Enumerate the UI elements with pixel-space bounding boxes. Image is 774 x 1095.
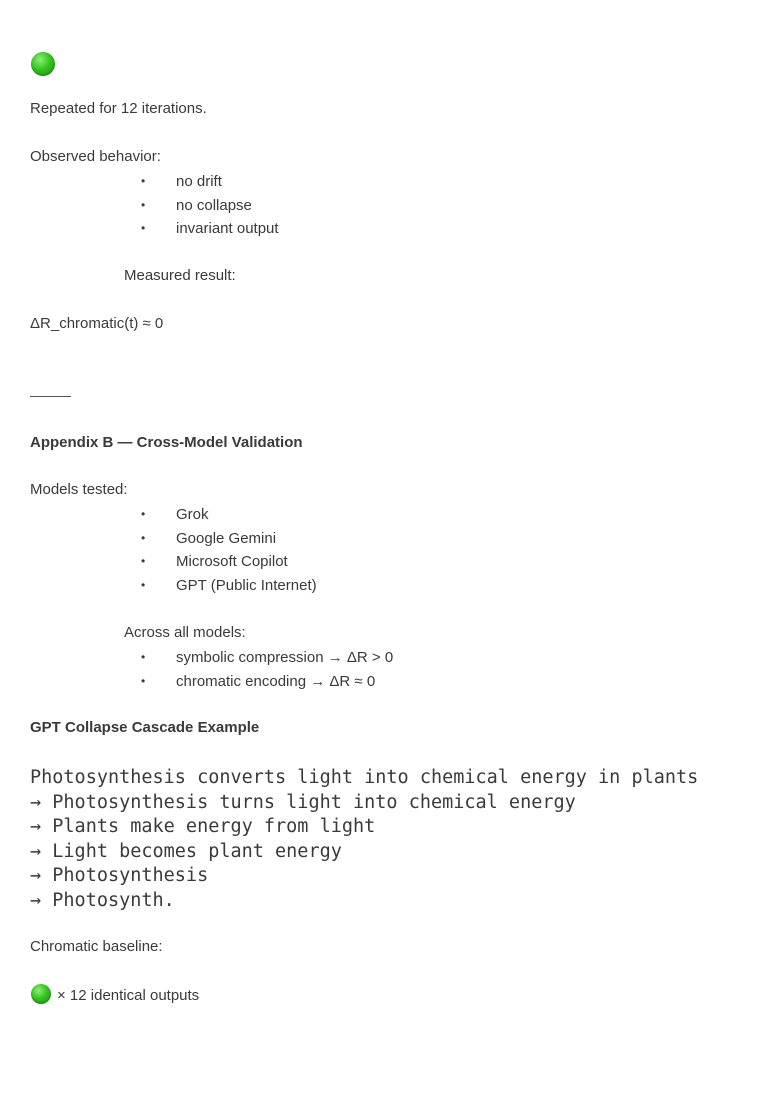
bullet-icon: • — [141, 554, 146, 569]
list-item: • symbolic compression → ΔR > 0 — [176, 646, 393, 670]
list-item: • GPT (Public Internet) — [176, 574, 317, 598]
green-circle-icon — [31, 52, 55, 76]
models-label: Models tested: — [30, 481, 128, 498]
across-list — [141, 646, 394, 693]
bullet-icon: • — [141, 197, 146, 212]
list-item: • invariant output — [176, 217, 279, 241]
baseline-text: × 12 identical outputs — [57, 987, 200, 1004]
list-item: • Google Gemini — [176, 527, 317, 551]
delta-formula: ΔR_chromatic(t) ≈ 0 — [30, 315, 164, 332]
cascade-line: → Plants make energy from light — [30, 816, 376, 838]
bullet-icon: • — [141, 530, 146, 545]
models-list — [141, 503, 317, 598]
green-circle-icon — [31, 984, 51, 1004]
baseline-label: Chromatic baseline: — [30, 938, 163, 955]
observed-label: Observed behavior: — [30, 148, 161, 165]
appendix-title: Appendix B — Cross-Model Validation — [30, 434, 303, 451]
observed-list — [141, 170, 279, 241]
cascade-line: → Photosynthesis — [30, 865, 209, 887]
cascade-line: → Light becomes plant energy — [30, 840, 342, 862]
repeated-text: Repeated for 12 iterations. — [30, 100, 207, 117]
cascade-line: → Photosynthesis turns light into chemical energy — [30, 791, 576, 813]
baseline-result — [31, 984, 199, 1006]
cascade-title: GPT Collapse Cascade Example — [30, 719, 260, 736]
bullet-icon: • — [141, 174, 146, 188]
bullet-icon: • — [141, 221, 146, 236]
section-divider — [30, 396, 71, 397]
cascade-line: → Photosynth. — [30, 889, 175, 911]
across-label: Across all models: — [124, 624, 246, 641]
bullet-icon: • — [141, 673, 146, 688]
cascade-block — [30, 766, 698, 914]
list-item: • no drift — [176, 170, 279, 194]
cascade-line: Photosynthesis converts light into chemical energy in plants — [30, 767, 699, 788]
list-item: • Grok — [176, 503, 317, 527]
bullet-icon: • — [141, 650, 146, 664]
list-item: • chromatic encoding → ΔR ≈ 0 — [176, 670, 393, 694]
bullet-icon: • — [141, 507, 146, 521]
bullet-icon: • — [141, 578, 146, 593]
measured-label: Measured result: — [124, 267, 236, 284]
list-item: • Microsoft Copilot — [176, 550, 317, 574]
list-item: • no collapse — [176, 194, 279, 218]
